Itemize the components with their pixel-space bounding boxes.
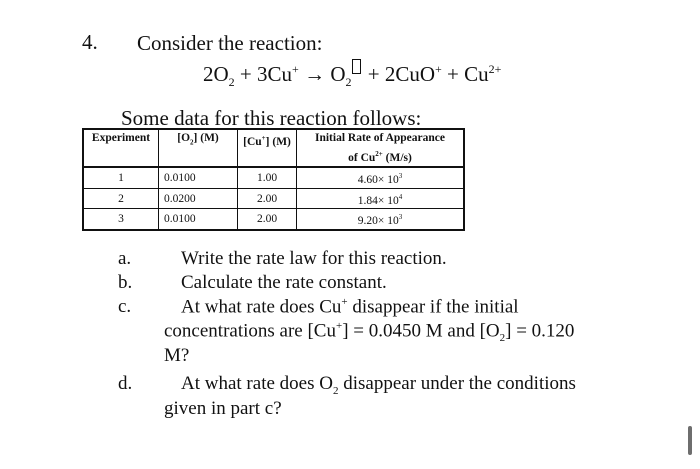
reaction-part: + Cu bbox=[441, 62, 489, 86]
cell-experiment: 3 bbox=[83, 209, 159, 230]
header-superscript: 2+ bbox=[375, 150, 383, 158]
cell-cu: 2.00 bbox=[238, 209, 297, 230]
cell-rate bbox=[297, 188, 465, 209]
header-superscript: + bbox=[261, 134, 266, 142]
part-d-label: d. bbox=[118, 373, 133, 394]
header-o2-concentration bbox=[159, 129, 238, 167]
text-part: disappear under the conditions bbox=[338, 373, 576, 394]
text-part: At what rate does Cu bbox=[181, 296, 342, 318]
part-c-line3: M? bbox=[164, 345, 190, 366]
rate-exponent: 3 bbox=[398, 171, 403, 180]
data-intro: Some data for this reaction follows: bbox=[121, 106, 422, 130]
question-number: 4. bbox=[82, 30, 98, 54]
header-initial-rate bbox=[297, 129, 465, 167]
cell-experiment: 2 bbox=[83, 188, 159, 209]
scrollbar-thumb[interactable] bbox=[688, 426, 692, 455]
header-part: of Cu bbox=[348, 151, 376, 164]
header-part: ] (M) bbox=[265, 135, 291, 148]
header-rate-line1: Initial Rate of Appearance bbox=[314, 132, 445, 144]
text-part: ] = 0.120 bbox=[505, 320, 575, 342]
cell-o2: 0.0100 bbox=[159, 209, 238, 230]
cell-rate bbox=[297, 167, 465, 188]
cell-cu: 2.00 bbox=[238, 188, 297, 209]
part-b-label: b. bbox=[118, 272, 133, 293]
rate-data-table bbox=[82, 128, 465, 231]
part-d-line2: given in part c? bbox=[164, 398, 282, 419]
cell-cu: 1.00 bbox=[238, 167, 297, 188]
header-rate-line2 bbox=[300, 146, 460, 166]
part-a-text: Write the rate law for this reaction. bbox=[181, 248, 447, 269]
cell-o2: 0.0200 bbox=[159, 188, 238, 209]
rate-exponent: 4 bbox=[398, 192, 403, 201]
rate-mantissa: 1.84× 10 bbox=[357, 194, 399, 207]
header-part: [O bbox=[177, 132, 191, 144]
reaction-equation bbox=[203, 59, 501, 90]
header-part: [Cu bbox=[243, 135, 262, 148]
reaction-subscript: 2 bbox=[228, 75, 235, 90]
reaction-subscript: 2 bbox=[345, 75, 352, 90]
header-subscript: 2 bbox=[190, 138, 194, 147]
cell-rate bbox=[297, 209, 465, 230]
text-subscript: 2 bbox=[499, 332, 506, 345]
text-part: ] = 0.0450 M and [O bbox=[342, 320, 500, 342]
text-subscript: 2 bbox=[332, 384, 339, 397]
reaction-superscript: + bbox=[435, 62, 442, 76]
header-part: ] (M) bbox=[193, 132, 219, 144]
rate-mantissa: 4.60× 10 bbox=[357, 173, 399, 186]
question-intro: Consider the reaction: bbox=[137, 31, 323, 55]
cell-experiment: 1 bbox=[83, 167, 159, 188]
text-superscript: + bbox=[335, 320, 343, 332]
reaction-superscript: 2+ bbox=[488, 62, 502, 76]
part-c-line1 bbox=[181, 296, 519, 318]
table-header-row bbox=[83, 129, 464, 167]
table-row bbox=[83, 209, 464, 230]
table-row bbox=[83, 188, 464, 209]
table-row bbox=[83, 167, 464, 188]
part-a-label: a. bbox=[118, 248, 132, 269]
text-part: At what rate does O bbox=[181, 373, 333, 394]
header-cu-concentration bbox=[238, 129, 297, 167]
reaction-part: → O bbox=[298, 62, 346, 86]
text-superscript: + bbox=[341, 296, 348, 308]
reaction-part: + 3Cu bbox=[234, 62, 293, 86]
part-c-label: c. bbox=[118, 296, 132, 317]
text-part: concentrations are [Cu bbox=[164, 320, 336, 342]
part-c-line2 bbox=[164, 320, 574, 344]
rate-exponent: 3 bbox=[398, 213, 403, 222]
header-experiment: Experiment bbox=[83, 129, 159, 167]
rate-mantissa: 9.20× 10 bbox=[357, 215, 399, 228]
cell-o2: 0.0100 bbox=[159, 167, 238, 188]
reaction-superscript: + bbox=[292, 62, 299, 76]
header-part: (M/s) bbox=[382, 151, 412, 164]
reaction-part: 2O bbox=[203, 62, 229, 86]
part-b-text: Calculate the rate constant. bbox=[181, 272, 387, 293]
missing-glyph-icon bbox=[352, 59, 361, 74]
part-d-line1 bbox=[181, 373, 576, 397]
text-part: disappear if the initial bbox=[347, 296, 519, 318]
reaction-part: + 2CuO bbox=[362, 62, 435, 86]
